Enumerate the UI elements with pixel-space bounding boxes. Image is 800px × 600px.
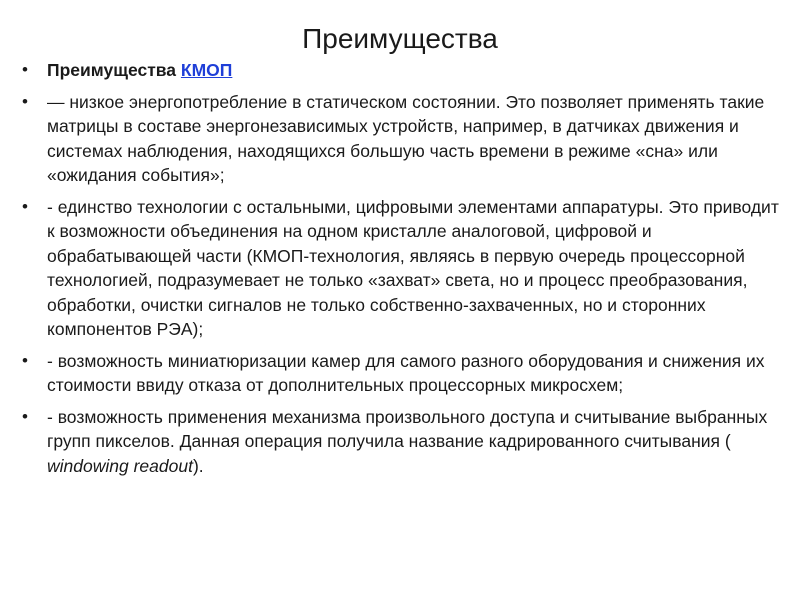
bullet-item <box>22 195 782 342</box>
bullet-item <box>22 90 782 188</box>
bullet-item <box>22 349 782 398</box>
bullet-text-end: ). <box>192 455 204 476</box>
bullet-marker: • <box>22 60 28 79</box>
bullet-text: - возможность применения механизма произвольного доступа и считывание выбранных групп пикселов. Данная операция получила название кадрированного считывания ( <box>47 406 768 451</box>
bullet-item <box>22 405 782 479</box>
bullet-text: — низкое энергопотребление в статическом состоянии. Это позволяет применять такие матрицы в составе энергонезависимых устройств, например, в датчиках движения и системах наблюдения, находящихся большую часть времени в режиме «сна» или «ожидания события»; <box>47 91 765 185</box>
bullet-italic-term: windowing readout <box>47 455 193 476</box>
bullet-text: - единство технологии с остальными, цифровыми элементами аппаратуры. Это приводит к возможности объединения на одном кристалле аналоговой, цифровой и обрабатывающей части (КМОП-технология, являясь в первую очередь процессорной технологией, подразумевает не только «захват» света, но и процесс преобразования, обработки, очистки сигналов не только собственно-захваченных, но и сторонних компонентов РЭА); <box>47 196 779 339</box>
bullet-text: - возможность миниатюризации камер для самого разного оборудования и снижения их стоимости ввиду отказа от дополнительных процессорных микросхем; <box>47 350 765 395</box>
bullet-heading: Преимущества <box>47 60 181 80</box>
bullet-item <box>22 58 782 83</box>
bullet-marker: • <box>22 406 28 426</box>
cmos-link[interactable]: КМОП <box>180 60 233 80</box>
bullet-marker: • <box>22 91 28 111</box>
bullet-marker: • <box>22 196 28 216</box>
bullet-marker: • <box>22 350 28 370</box>
bullet-list <box>22 58 782 485</box>
slide-title: Преимущества <box>302 23 498 54</box>
